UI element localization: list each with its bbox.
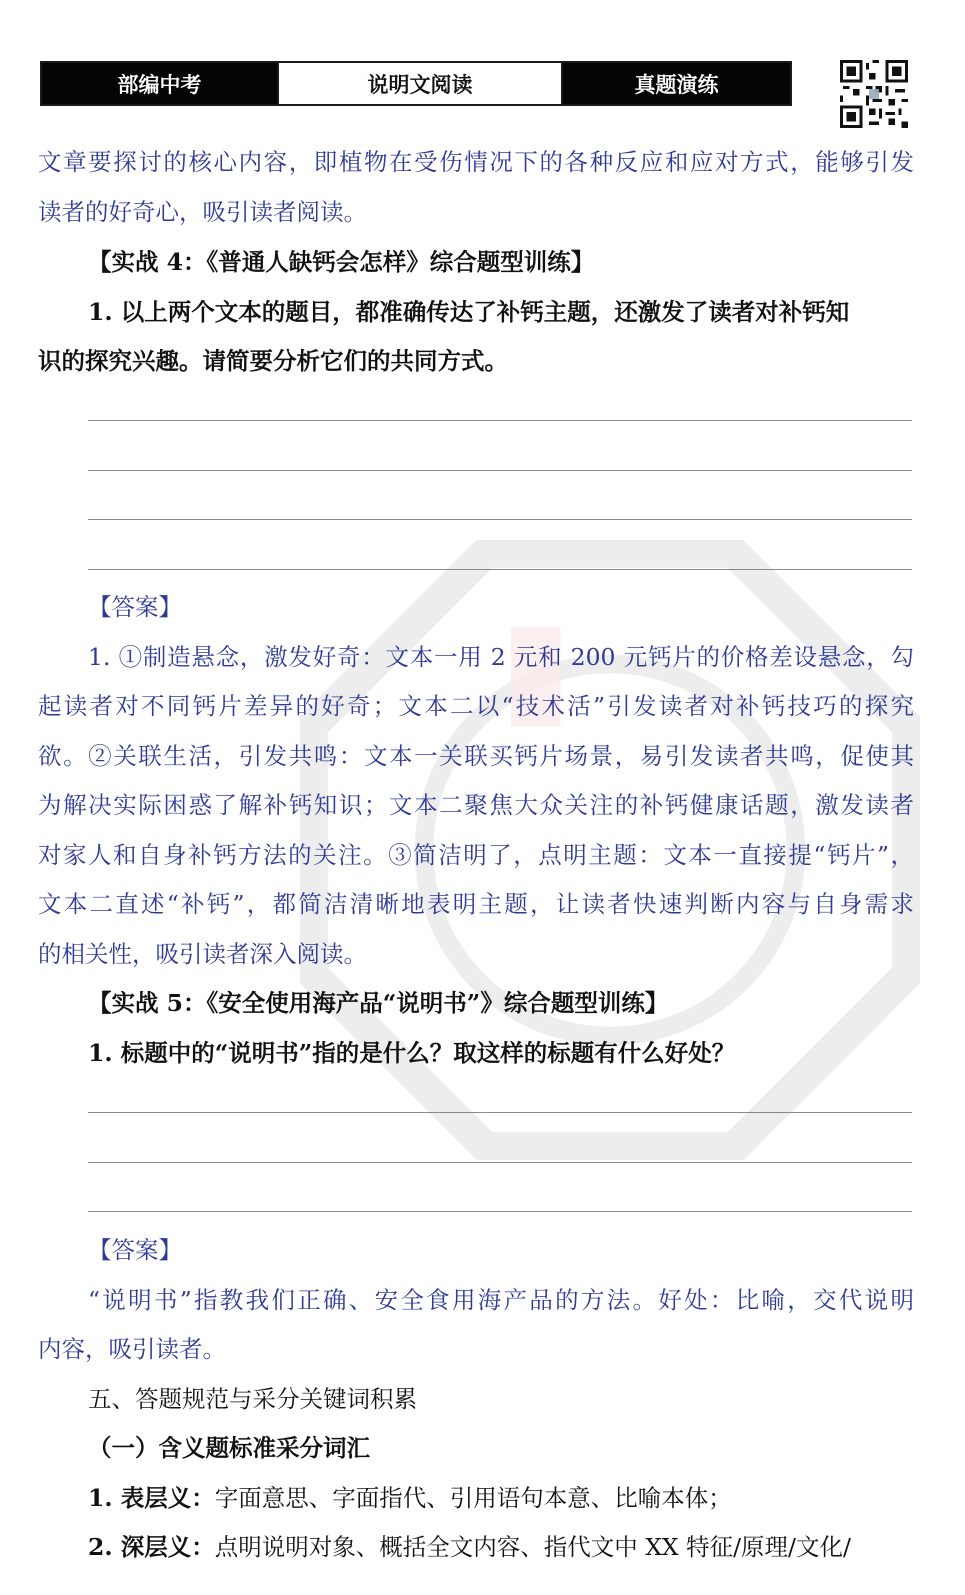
answer-5-line-1: “说明书”指教我们正确、安全食用海产品的方法。好处：比喻，交代说明	[88, 1286, 914, 1314]
question-5-1: 1. 标题中的“说明书”指的是什么？取这样的标题有什么好处？	[88, 1039, 736, 1067]
answer-5-line-2: 内容，吸引读者。	[38, 1335, 226, 1363]
section-five-heading: 五、答题规范与采分关键词积累	[88, 1385, 417, 1413]
answer-4-line-7: 的相关性，吸引读者深入阅读。	[38, 940, 367, 968]
header-center-cell: 说明文阅读	[277, 63, 563, 104]
answer-label-2: 【答案】	[88, 1236, 182, 1264]
intro-line-2: 读者的好奇心，吸引读者阅读。	[38, 198, 367, 226]
item-1-text: 字面意思、字面指代、引用语句本意、比喻本体；	[214, 1484, 732, 1512]
subsection-one-heading: （一）含义题标准采分词汇	[88, 1434, 370, 1462]
answer-blank-line	[88, 470, 912, 471]
answer-blank-line	[88, 569, 912, 570]
answer-blank-line	[88, 1211, 912, 1212]
item-2	[88, 1532, 965, 1562]
item-2-label: 2. 深层义：	[88, 1533, 215, 1561]
header-bar	[40, 61, 792, 106]
header-left-cell: 部编中考	[42, 63, 277, 104]
item-1-label: 1. 表层义：	[88, 1484, 215, 1512]
answer-blank-line	[88, 519, 912, 520]
answer-blank-line	[88, 1162, 912, 1163]
item-2-text: 点明说明对象、概括全文内容、指代文中 XX 特征/原理/文化/	[214, 1533, 851, 1561]
answer-4-line-2: 起读者对不同钙片差异的好奇；文本二以“技术活”引发读者对补钙技巧的探究	[38, 692, 914, 720]
answer-4-line-4: 为解决实际困惑了解补钙知识；文本二聚焦大众关注的补钙健康话题，激发读者	[38, 791, 914, 819]
answer-blank-line	[88, 1112, 912, 1113]
answer-label-1: 【答案】	[88, 593, 182, 621]
answer-4-line-1: 1. ①制造悬念，激发好奇：文本一用 2 元和 200 元钙片的价格差设悬念，勾	[88, 643, 914, 671]
section-5-title: 【实战 5：《安全使用海产品“说明书”》综合题型训练】	[88, 989, 669, 1017]
answer-blank-line	[88, 420, 912, 421]
section-4-title: 【实战 4：《普通人缺钙会怎样》综合题型训练】	[88, 248, 595, 276]
intro-line-1: 文章要探讨的核心内容，即植物在受伤情况下的各种反应和应对方式，能够引发	[38, 148, 914, 176]
item-1	[88, 1483, 965, 1513]
answer-4-line-6: 文本二直述“补钙”，都简洁清晰地表明主题，让读者快速判断内容与自身需求	[38, 890, 914, 918]
qr-code-icon	[840, 60, 908, 128]
question-4-1-line-1: 1. 以上两个文本的题目，都准确传达了补钙主题，还激发了读者对补钙知	[88, 298, 850, 326]
header-right-cell: 真题演练	[563, 63, 790, 104]
answer-4-line-3: 欲。②关联生活，引发共鸣：文本一关联买钙片场景，易引发读者共鸣，促使其	[38, 742, 914, 770]
question-4-1-line-2: 识的探究兴趣。请简要分析它们的共同方式。	[38, 347, 508, 375]
answer-4-line-5: 对家人和自身补钙方法的关注。③简洁明了，点明主题：文本一直接提“钙片”，	[38, 841, 914, 869]
